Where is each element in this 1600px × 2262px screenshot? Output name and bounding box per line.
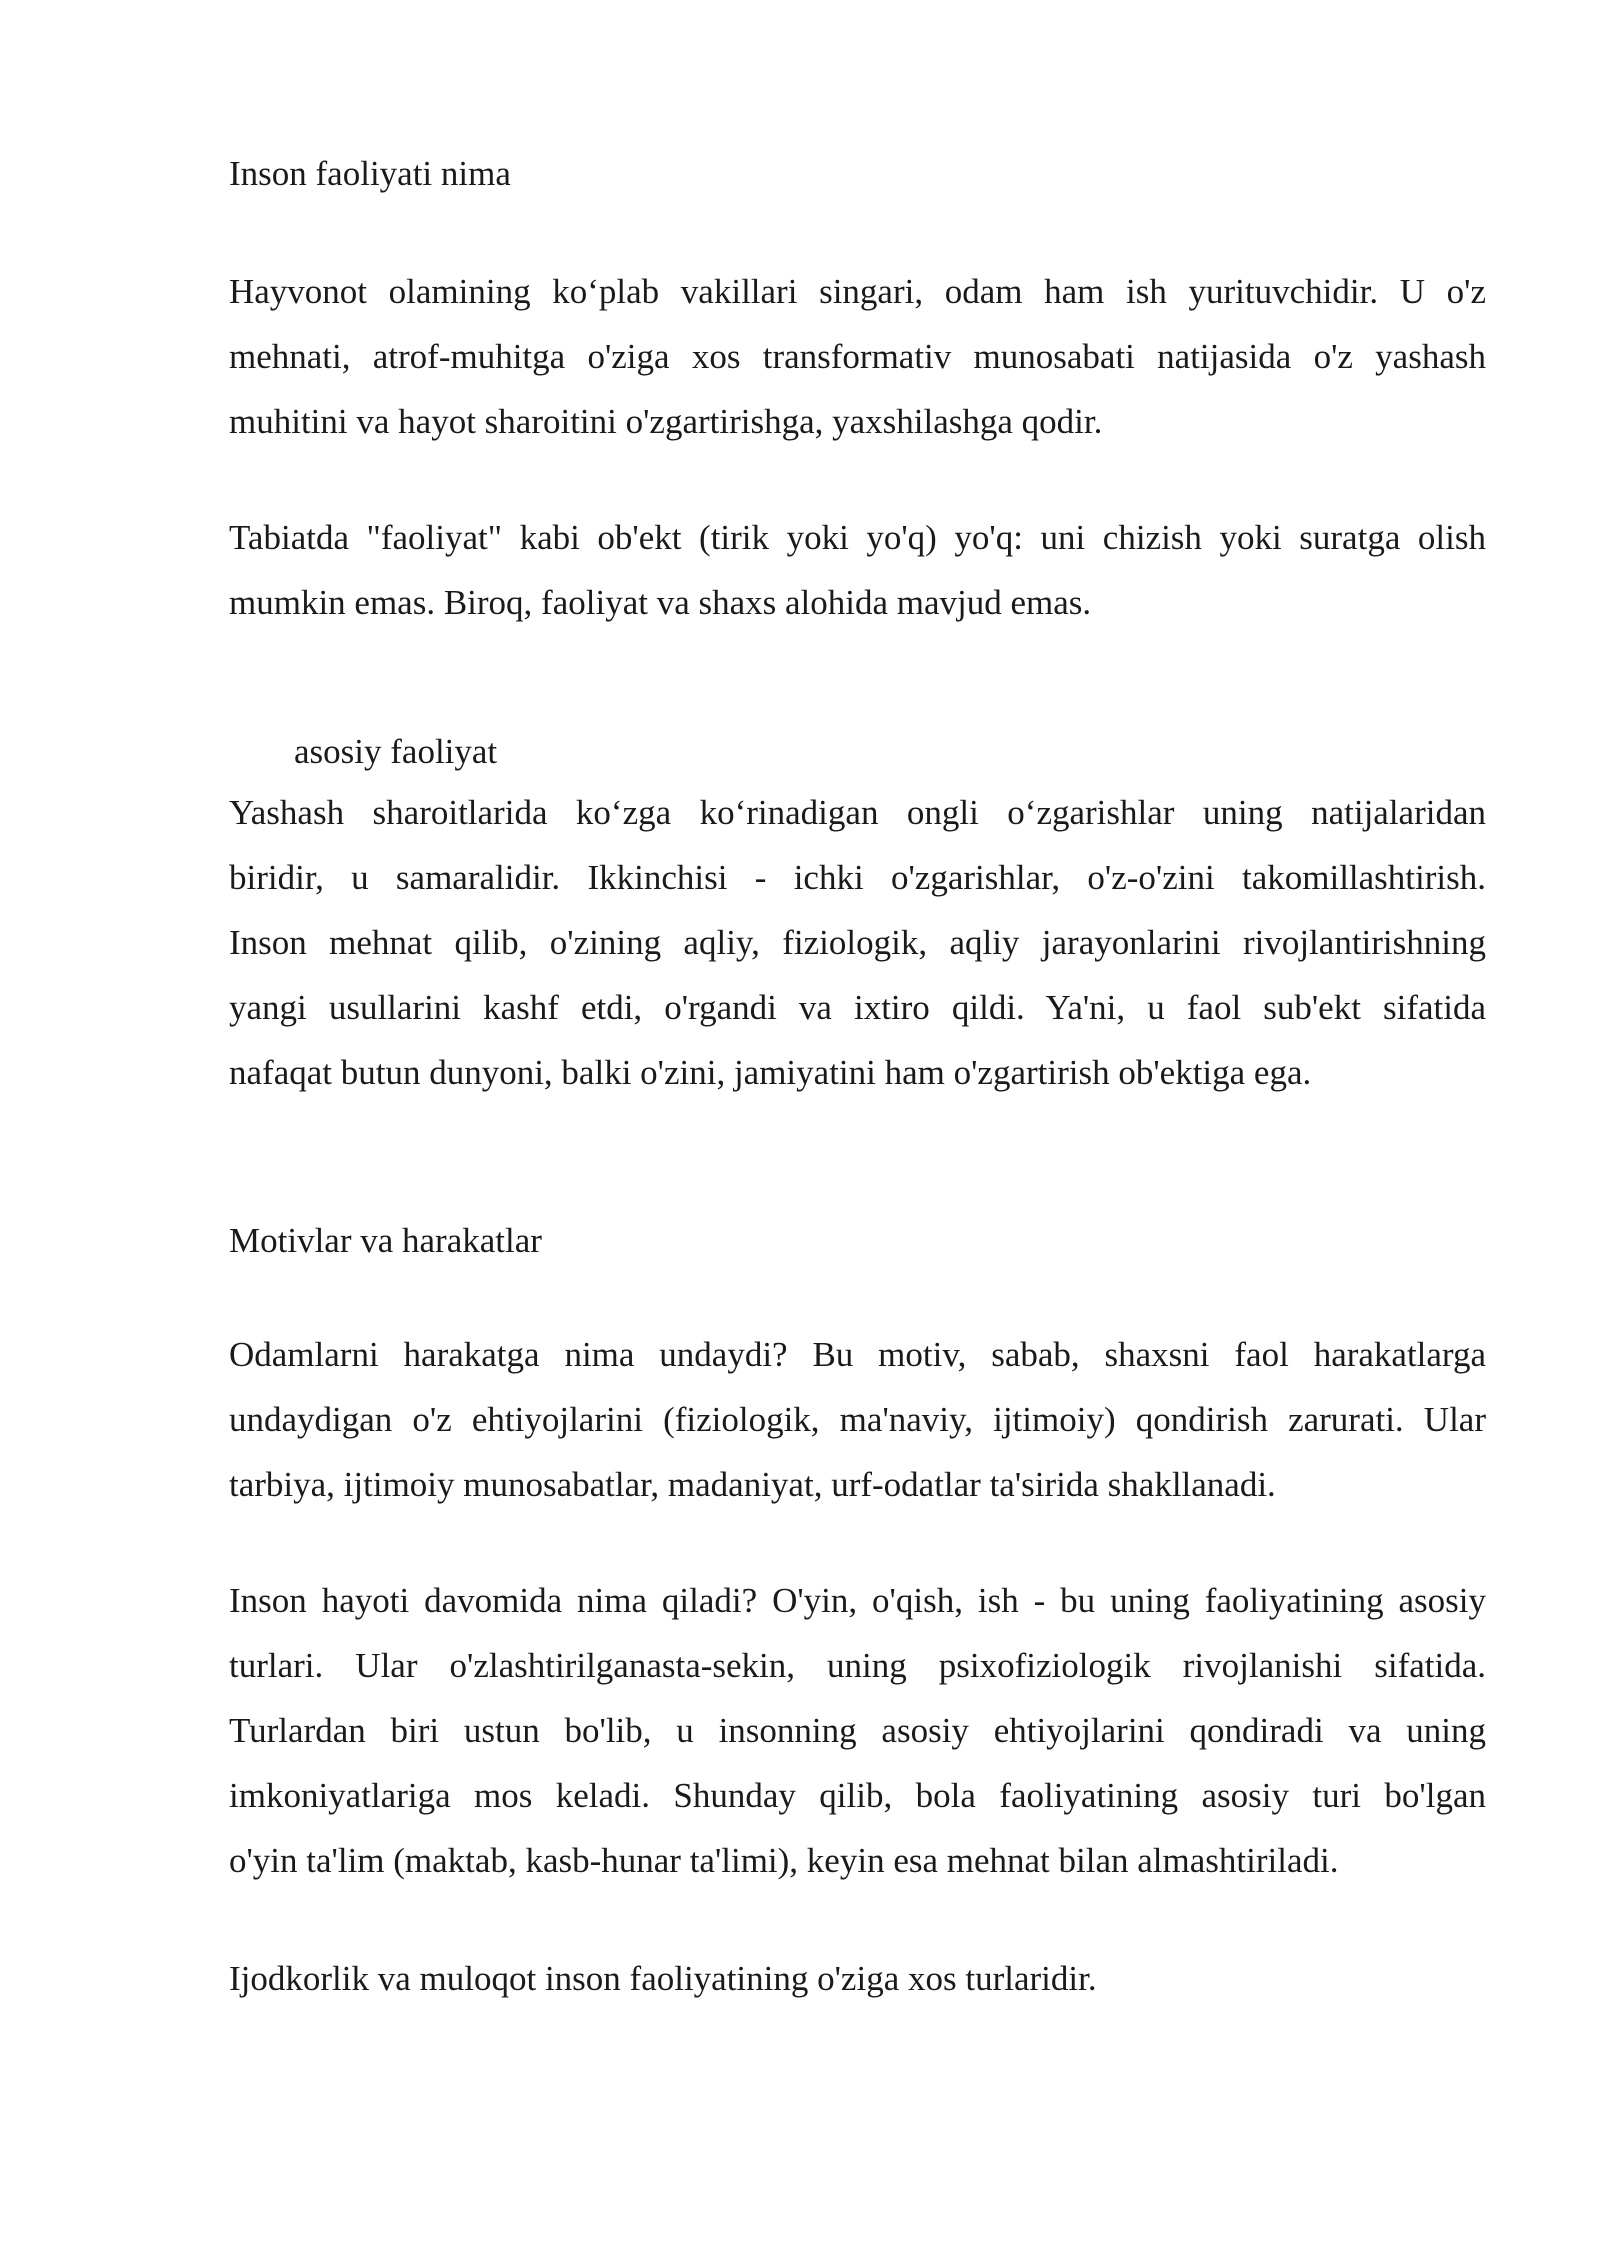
text-line: yangi usullarini kashf etdi, o'rgandi va ixtiro qildi. Ya'ni, u faol sub'ekt sifatida	[229, 988, 1486, 1027]
paragraph-2	[229, 505, 1486, 635]
text-line: mehnati, atrof-muhitga o'ziga xos transformativ munosabati natijasida o'z yashash	[229, 337, 1486, 376]
text-line: Inson mehnat qilib, o'zining aqliy, fiziologik, aqliy jarayonlarini rivojlantirishning	[229, 923, 1486, 962]
paragraph-6	[229, 1946, 1486, 2011]
text-line: Hayvonot olamining ko‘plab vakillari singari, odam ham ish yurituvchidir. U o'z	[229, 272, 1486, 311]
text-line: biridir, u samaralidir. Ikkinchisi - ichki o'zgarishlar, o'z-o'zini takomillashtirish.	[229, 858, 1486, 897]
text-line: Inson hayoti davomida nima qiladi? O'yin, o'qish, ish - bu uning faoliyatining asosiy	[229, 1581, 1486, 1620]
text-line: Turlardan biri ustun bo'lib, u insonning asosiy ehtiyojlarini qondiradi va uning	[229, 1711, 1486, 1750]
text-line: imkoniyatlariga mos keladi. Shunday qilib, bola faoliyatining asosiy turi bo'lgan	[229, 1776, 1486, 1815]
text-line: turlari. Ular o'zlashtirilganasta-sekin, uning psixofiziologik rivojlanishi sifatida.	[229, 1646, 1486, 1685]
heading-asosiy-faoliyat: asosiy faoliyat	[294, 732, 498, 771]
text-line: Yashash sharoitlarida ko‘zga ko‘rinadigan ongli o‘zgarishlar uning natijalaridan	[229, 793, 1486, 832]
text-line: tarbiya, ijtimoiy munosabatlar, madaniyat, urf-odatlar ta'sirida shakllanadi.	[229, 1465, 1276, 1504]
text-line: o'yin ta'lim (maktab, kasb-hunar ta'limi), keyin esa mehnat bilan almashtiriladi.	[229, 1841, 1339, 1880]
text-line: undaydigan o'z ehtiyojlarini (fiziologik, ma'naviy, ijtimoiy) qondirish zarurati. Ular	[229, 1400, 1486, 1439]
text-line: Odamlarni harakatga nima undaydi? Bu motiv, sabab, shaxsni faol harakatlarga	[229, 1335, 1486, 1374]
paragraph-4	[229, 1322, 1486, 1517]
paragraph-3	[229, 780, 1486, 1105]
text-line: muhitini va hayot sharoitini o'zgartirishga, yaxshilashga qodir.	[229, 402, 1103, 441]
paragraph-1	[229, 259, 1486, 454]
text-line: mumkin emas. Biroq, faoliyat va shaxs alohida mavjud emas.	[229, 583, 1092, 622]
text-line: Ijodkorlik va muloqot inson faoliyatining o'ziga xos turlaridir.	[229, 1959, 1097, 1998]
heading-motivlar: Motivlar va harakatlar	[229, 1221, 542, 1260]
text-line: Tabiatda "faoliyat" kabi ob'ekt (tirik yoki yo'q) yo'q: uni chizish yoki suratga olish	[229, 518, 1486, 557]
heading-inson-faoliyati: Inson faoliyati nima	[229, 154, 511, 193]
text-line: nafaqat butun dunyoni, balki o'zini, jamiyatini ham o'zgartirish ob'ektiga ega.	[229, 1053, 1312, 1092]
paragraph-5	[229, 1568, 1486, 1893]
